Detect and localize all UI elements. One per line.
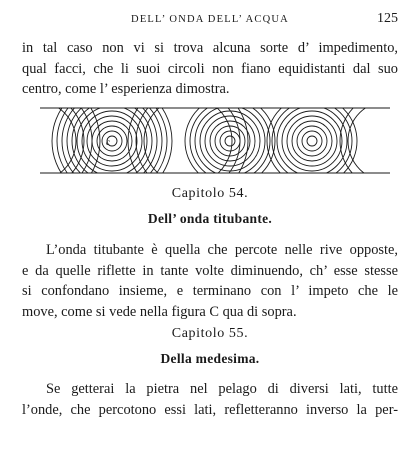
running-head: [0, 10, 420, 30]
circle-group-right: [267, 106, 390, 176]
text-line: si confondano insieme, e terminano con l’ impeto che le: [22, 283, 398, 299]
text-line: qual facci, che li suoi circoli non fiano equidistanti dal suo: [22, 60, 398, 77]
text-line: Se getterai la pietra nel pelago di diversi lati, tutte: [46, 381, 398, 397]
circle-group-left: [52, 106, 172, 176]
chapter-subtitle: Della medesima.: [160, 351, 260, 366]
paragraph-3: [22, 379, 398, 420]
text-line: centro, come l’ esperienza dimostra.: [22, 81, 230, 97]
chapter-subtitle: Dell’ onda titubante.: [147, 211, 273, 226]
page-number: 125: [377, 11, 398, 26]
text-line: in tal caso non vi si trova alcuna sorte d’ impedimento,: [22, 40, 398, 56]
text-line: L’onda titubante è quella che percote nelle rive opposte,: [46, 242, 398, 258]
chapter-heading: Capitolo 55.: [171, 326, 249, 341]
circle-group-middle: [185, 106, 275, 176]
paragraph-2: [22, 240, 398, 322]
text-line: e da quelle riflette in tante volte diminuendo, ch’ esse stesse: [22, 262, 398, 279]
running-title: DELL’ ONDA DELL’ ACQUA: [131, 14, 289, 25]
text-line: move, come si vede nella figura C qua di sopra.: [22, 303, 297, 320]
paragraph-1: [22, 38, 398, 100]
figure-label: c: [106, 137, 110, 147]
figure-c-wave-circles: [40, 106, 390, 176]
text-line: l’onde, che percotono essi lati, refletteranno inverso la per-: [22, 401, 398, 418]
chapter-heading: Capitolo 54.: [171, 186, 249, 201]
